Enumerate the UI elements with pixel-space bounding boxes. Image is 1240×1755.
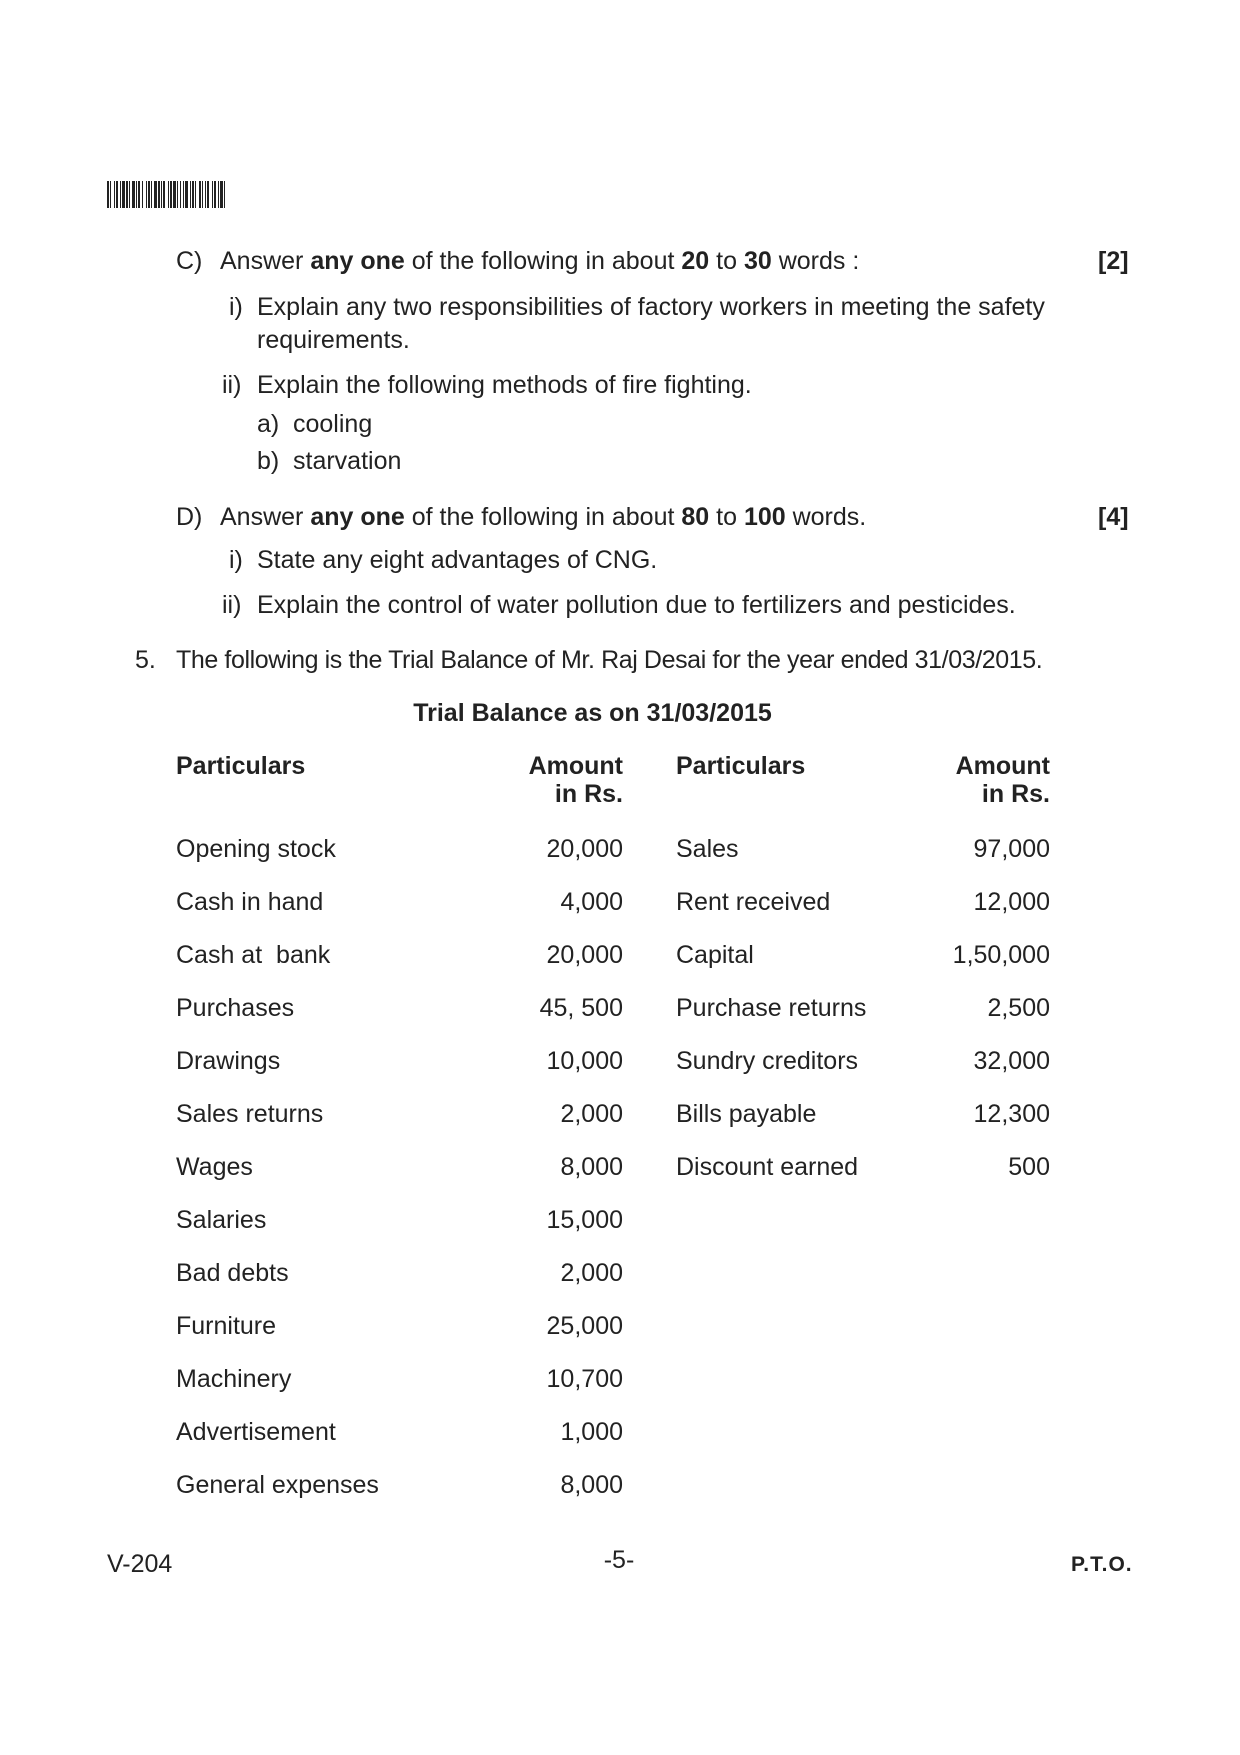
section-c-item-1-line2: requirements.: [257, 326, 410, 354]
credit-row-5-amount: 32,000: [973, 1047, 1050, 1075]
section-c-item-2-num: ii): [222, 371, 242, 399]
debit-row-13-particular: General expenses: [176, 1471, 379, 1499]
debit-row-8-amount: 15,000: [546, 1206, 623, 1234]
debit-row-12-particular: Advertisement: [176, 1418, 336, 1446]
section-d-item-2-num: ii): [222, 591, 242, 619]
sub-item-a-num: a): [257, 410, 280, 438]
debit-row-8-particular: Salaries: [176, 1206, 267, 1234]
trial-balance-title: Trial Balance as on 31/03/2015: [413, 699, 772, 727]
debit-row-11-particular: Machinery: [176, 1365, 292, 1393]
credit-row-2-particular: Rent received: [676, 888, 831, 916]
debit-row-4-amount: 45, 500: [539, 994, 623, 1022]
debit-row-13-amount: 8,000: [560, 1471, 623, 1499]
debit-row-12-amount: 1,000: [560, 1418, 623, 1446]
section-c-marks: [2]: [1098, 247, 1129, 275]
debit-row-11-amount: 10,700: [546, 1365, 623, 1393]
debit-row-10-particular: Furniture: [176, 1312, 277, 1340]
section-d-label: D): [176, 503, 203, 531]
debit-row-5-amount: 10,000: [546, 1047, 623, 1075]
section-c-item-1-num: i): [229, 293, 243, 321]
credit-row-6-particular: Bills payable: [676, 1100, 817, 1128]
pto-marker: P.T.O.: [1071, 1553, 1133, 1576]
debit-row-3-particular: Cash at bank: [176, 941, 331, 969]
section-d-instruction: Answer any one of the following in about 80 to 100 words.: [220, 503, 867, 531]
debit-row-1-particular: Opening stock: [176, 835, 336, 863]
header-amount-right: Amount in Rs.: [955, 752, 1050, 808]
debit-row-9-amount: 2,000: [560, 1259, 623, 1287]
debit-row-4-particular: Purchases: [176, 994, 295, 1022]
debit-row-6-particular: Sales returns: [176, 1100, 324, 1128]
debit-row-9-particular: Bad debts: [176, 1259, 289, 1287]
page-number: -5-: [603, 1546, 635, 1574]
section-d-item-1-num: i): [229, 546, 243, 574]
credit-row-3-amount: 1,50,000: [952, 941, 1050, 969]
credit-row-4-amount: 2,500: [987, 994, 1050, 1022]
debit-row-3-amount: 20,000: [546, 941, 623, 969]
debit-row-6-amount: 2,000: [560, 1100, 623, 1128]
section-c-label: C): [176, 247, 203, 275]
question-5-number: 5.: [135, 646, 156, 674]
credit-row-4-particular: Purchase returns: [676, 994, 867, 1022]
header-particulars-left: Particulars: [176, 752, 306, 780]
debit-row-7-particular: Wages: [176, 1153, 253, 1181]
section-d-item-1-text: State any eight advantages of CNG.: [257, 546, 658, 574]
header-amount-left: Amount in Rs.: [528, 752, 623, 808]
debit-row-1-amount: 20,000: [546, 835, 623, 863]
credit-row-1-particular: Sales: [676, 835, 739, 863]
section-c-item-2-text: Explain the following methods of fire fighting.: [257, 371, 752, 399]
sub-item-b-text: starvation: [293, 447, 402, 475]
section-d-marks: [4]: [1098, 503, 1129, 531]
header-particulars-right: Particulars: [676, 752, 806, 780]
credit-row-7-particular: Discount earned: [676, 1153, 859, 1181]
debit-row-2-particular: Cash in hand: [176, 888, 324, 916]
credit-row-1-amount: 97,000: [973, 835, 1050, 863]
debit-row-5-particular: Drawings: [176, 1047, 281, 1075]
credit-row-7-amount: 500: [1008, 1153, 1050, 1181]
section-d-item-2-text: Explain the control of water pollution due to fertilizers and pesticides.: [257, 591, 1016, 619]
sub-item-b-num: b): [257, 447, 280, 475]
paper-code: V-204: [107, 1550, 173, 1578]
question-5-text: The following is the Trial Balance of Mr. Raj Desai for the year ended 31/03/2015.: [176, 646, 1043, 674]
debit-row-7-amount: 8,000: [560, 1153, 623, 1181]
section-c-item-1-line1: Explain any two responsibilities of factory workers in meeting the safety: [257, 293, 1045, 321]
credit-row-5-particular: Sundry creditors: [676, 1047, 859, 1075]
credit-row-2-amount: 12,000: [973, 888, 1050, 916]
section-c-instruction: Answer any one of the following in about 20 to 30 words :: [220, 247, 860, 275]
debit-row-10-amount: 25,000: [546, 1312, 623, 1340]
debit-row-2-amount: 4,000: [560, 888, 623, 916]
credit-row-6-amount: 12,300: [973, 1100, 1050, 1128]
credit-row-3-particular: Capital: [676, 941, 754, 969]
barcode: [107, 181, 227, 208]
sub-item-a-text: cooling: [293, 410, 373, 438]
